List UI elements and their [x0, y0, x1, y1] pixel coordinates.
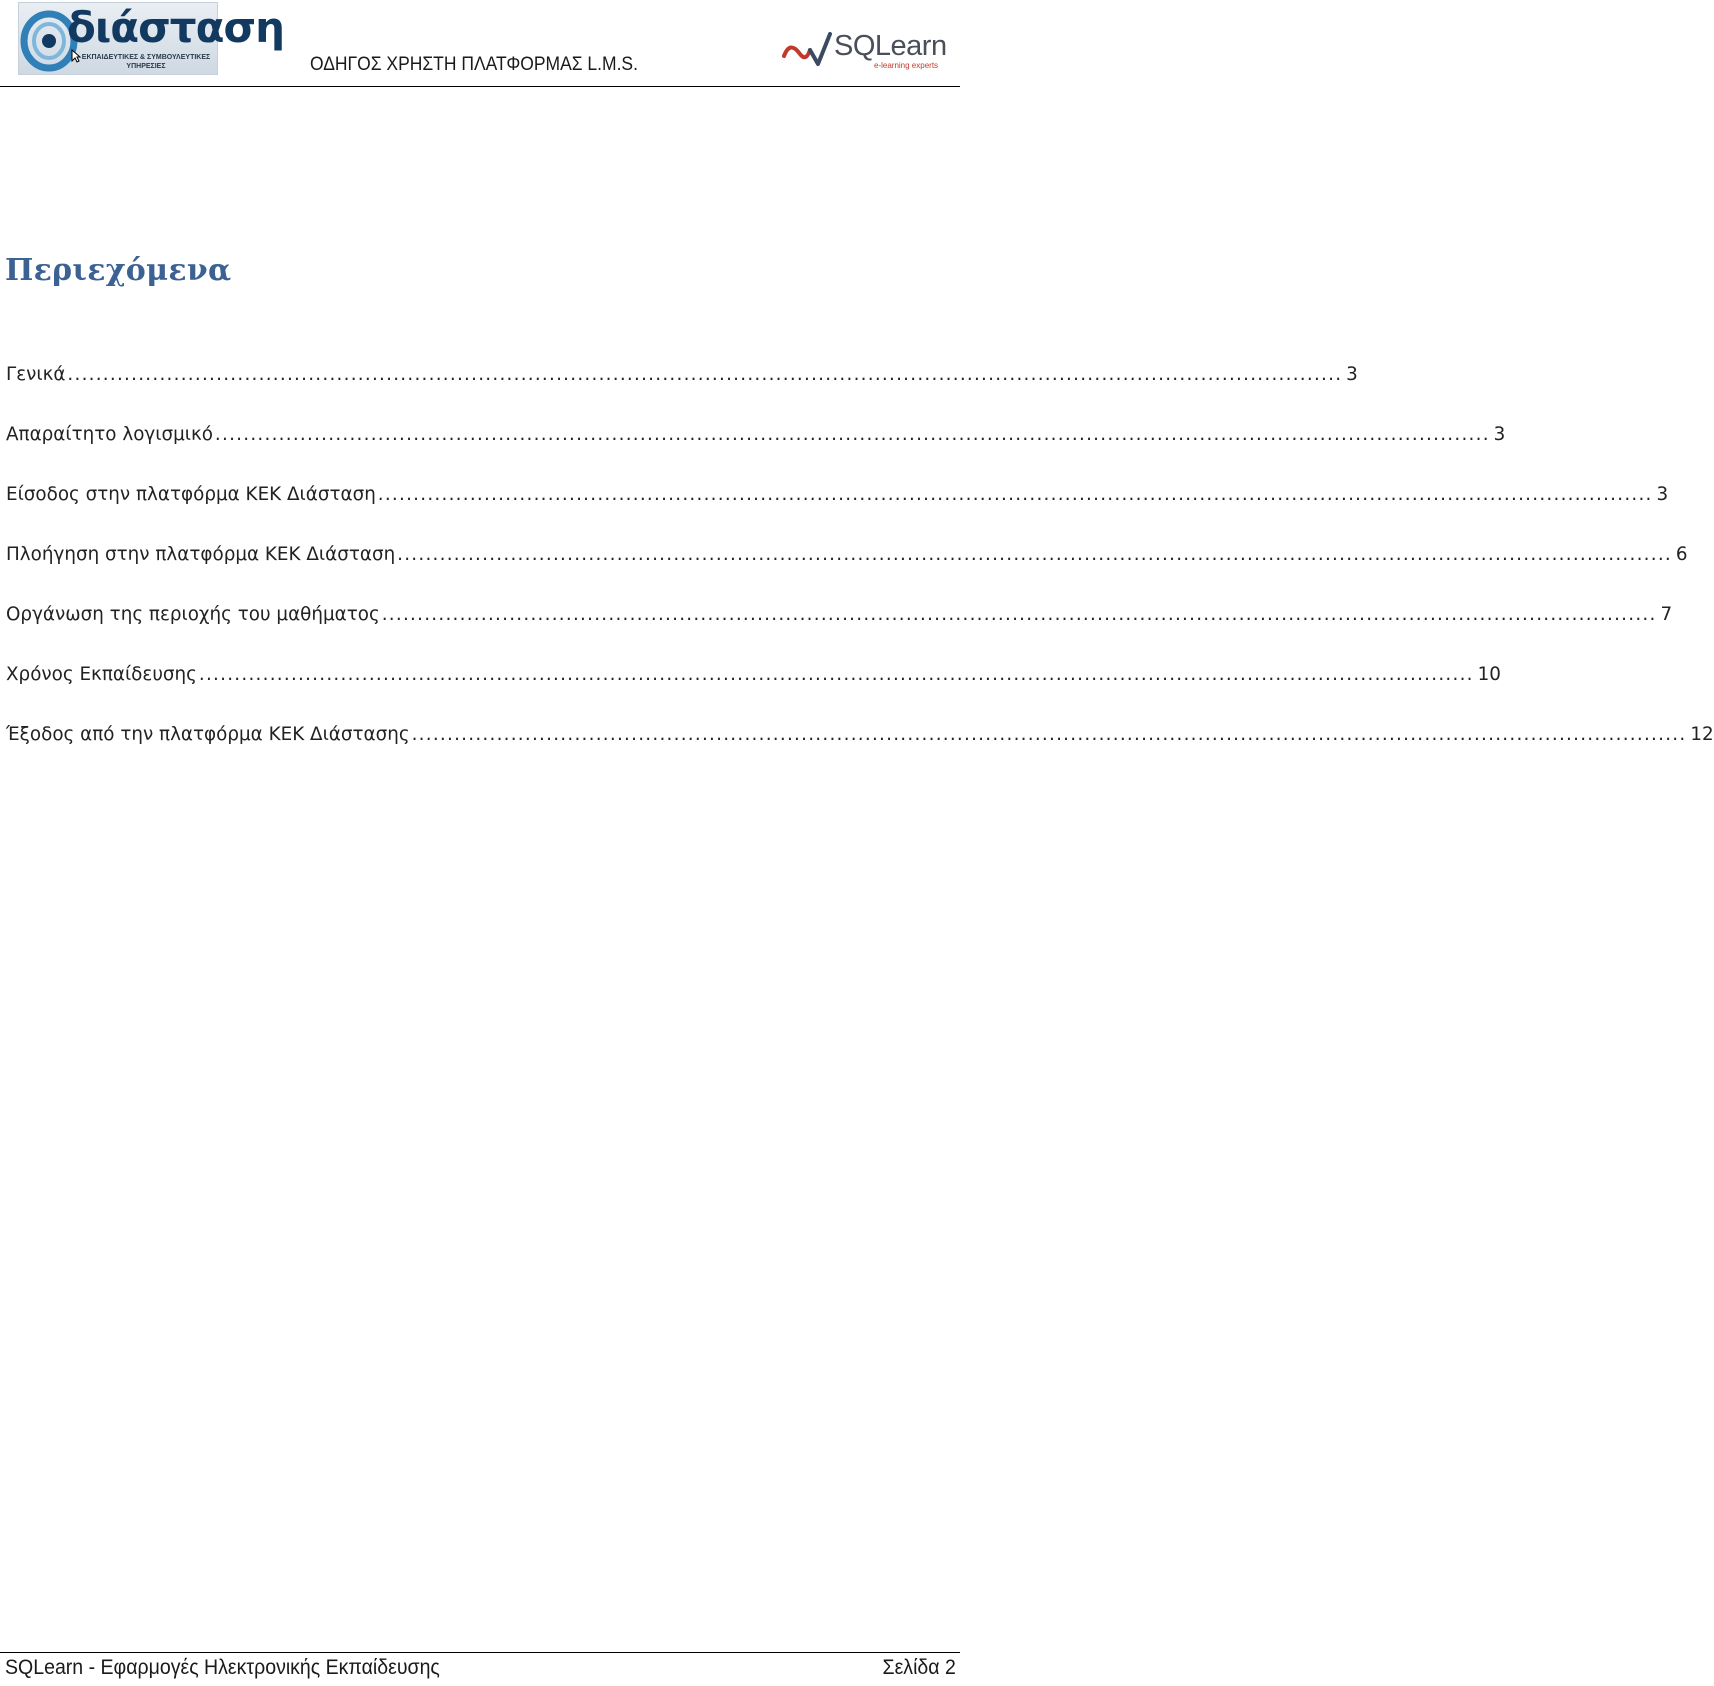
footer-publisher: SQLearn - Εφαρμογές Ηλεκτρονικής Εκπαίδευσης — [5, 1656, 440, 1679]
toc-page-number: 3 — [1346, 363, 1358, 385]
toc-page-number: 7 — [1660, 603, 1673, 625]
mouse-cursor-icon — [71, 49, 81, 63]
toc-page-number: 3 — [1656, 483, 1669, 505]
toc-entry-required-software[interactable] — [6, 423, 1506, 483]
sqlearn-wordmark: SQLearn — [834, 30, 947, 62]
toc-dot-leader: .................................................................................................................................................................................... — [397, 543, 1673, 565]
diastasi-tagline: ΕΚΠΑΙΔΕΥΤΙΚΕΣ & ΣΥΜΒΟΥΛΕΥΤΙΚΕΣ ΥΠΗΡΕΣΙΕΣ — [81, 54, 211, 70]
toc-entry-course-area[interactable] — [6, 603, 1673, 663]
toc-entry-general[interactable] — [6, 363, 1358, 423]
toc-dot-leader: .................................................................................................................................................................................... — [198, 663, 1474, 685]
header-divider — [0, 86, 960, 87]
document-title: ΟΔΗΓΟΣ ΧΡΗΣΤΗ ΠΛΑΤΦΟΡΜΑΣ L.M.S. — [310, 54, 638, 75]
diastasi-logo — [18, 2, 285, 75]
toc-entry-navigation[interactable] — [6, 543, 1688, 603]
toc-page-number: 12 — [1690, 723, 1714, 745]
page-header — [0, 0, 960, 88]
footer-page-number: Σελίδα 2 — [882, 1656, 956, 1679]
sqlearn-logo — [780, 30, 950, 74]
toc-entry-title: Έξοδος από την πλατφόρμα ΚΕΚ Διάστασης — [6, 723, 410, 745]
footer-divider — [0, 1652, 960, 1653]
toc-entry-title: Οργάνωση της περιοχής του μαθήματος — [6, 603, 380, 625]
sqlearn-mark-icon — [780, 32, 834, 70]
toc-list — [6, 363, 1714, 783]
toc-entry-training-time[interactable] — [6, 663, 1501, 723]
toc-dot-leader: .................................................................................................................................................................................... — [377, 483, 1653, 505]
toc-dot-leader: .................................................................................................................................................................................... — [381, 603, 1657, 625]
sqlearn-tagline: e-learning experts — [874, 61, 939, 70]
toc-entry-title: Χρόνος Εκπαίδευσης — [6, 663, 197, 685]
toc-entry-title: Απαραίτητο λογισμικό — [6, 423, 213, 445]
toc-entry-title: Γενικά — [6, 363, 66, 385]
diastasi-wordmark: διάσταση — [67, 3, 285, 52]
toc-entry-login[interactable] — [6, 483, 1669, 543]
toc-page-number: 10 — [1477, 663, 1501, 685]
toc-heading: Περιεχόμενα — [5, 253, 232, 288]
toc-entry-title: Είσοδος στην πλατφόρμα ΚΕΚ Διάσταση — [6, 483, 376, 505]
toc-page-number: 3 — [1493, 423, 1506, 445]
toc-dot-leader: .................................................................................................................................................................................... — [214, 423, 1490, 445]
toc-dot-leader: .................................................................................................................................................................................... — [67, 363, 1343, 385]
toc-entry-title: Πλοήγηση στην πλατφόρμα ΚΕΚ Διάσταση — [6, 543, 396, 565]
toc-page-number: 6 — [1675, 543, 1688, 565]
toc-entry-logout[interactable] — [6, 723, 1714, 783]
toc-dot-leader: .................................................................................................................................................................................... — [411, 723, 1687, 745]
